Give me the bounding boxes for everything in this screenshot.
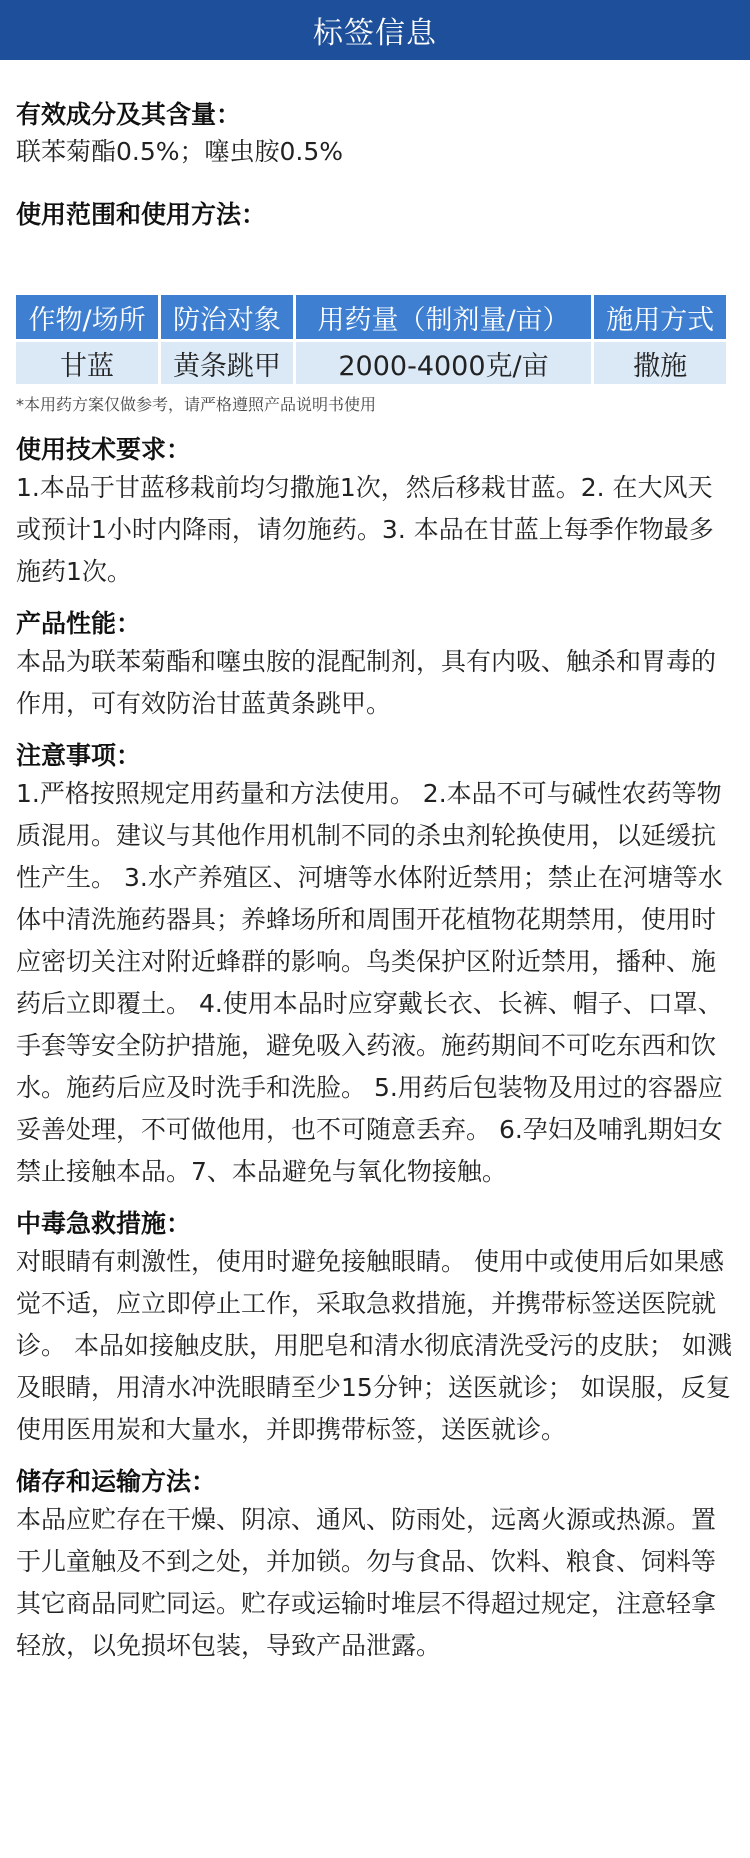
section-body: 1.本品于甘蓝移栽前均匀撒施1次，然后移栽甘蓝。2. 在大风天或预计1小时内降雨，请勿施药。3. 本品在甘蓝上每季作物最多施药1次。 xyxy=(16,473,714,586)
usage-note: *本用药方案仅做参考，请严格遵照产品说明书使用 xyxy=(16,395,377,414)
section-first-aid xyxy=(16,1193,732,1451)
table-header-row xyxy=(16,295,726,339)
column-header: 防治对象 xyxy=(161,295,293,339)
table-cell: 2000-4000克/亩 xyxy=(296,342,591,384)
section-usage xyxy=(16,172,732,417)
section-title: 使用技术要求： xyxy=(16,435,192,464)
column-header: 作物/场所 xyxy=(16,295,158,339)
section-tech-requirements xyxy=(16,417,732,593)
section-body: 对眼睛有刺激性，使用时避免接触眼睛。 使用中或使用后如果感觉不适，应立即停止工作，采取急救措施，并携带标签送医院就诊。 本品如接触皮肤，用肥皂和清水彻底清洗受污的皮肤； 如溅及眼睛，用清水冲洗眼睛至少15分钟；送医就诊； 如误服，反复使用医用炭和大量水，并即携带标签，送医就诊。 xyxy=(16,1247,732,1444)
column-header: 用药量（制剂量/亩） xyxy=(296,295,591,339)
usage-table xyxy=(13,292,729,387)
page-header xyxy=(0,0,750,60)
section-body: 本品应贮存在干燥、阴凉、通风、防雨处，远离火源或热源。置于儿童触及不到之处，并加锁。勿与食品、饮料、粮食、饲料等其它商品同贮同运。贮存或运输时堆层不得超过规定，注意轻拿轻放，以免损坏包装，导致产品泄露。 xyxy=(16,1505,717,1660)
section-title: 产品性能： xyxy=(16,609,142,638)
column-header: 施用方式 xyxy=(594,295,726,339)
section-body: 1.严格按照规定用药量和方法使用。 2.本品不可与碱性农药等物质混用。建议与其他作用机制不同的杀虫剂轮换使用，以延缓抗性产生。 3.水产养殖区、河塘等水体附近禁用；禁止在河塘等水体中清洗施药器具；养蜂场所和周围开花植物花期禁用，使用时应密切关注对附近蜂群的影响。鸟类保护区附近禁用，播种、施药后立即覆土。 4.使用本品时应穿戴长衣、长裤、帽子、口罩、手套等安全防护措施，避免吸入药液。施药期间不可吃东西和饮水。施药后应及时洗手和洗脸。 5.用药后包装物及用过的容器应妥善处理，不可做他用，也不可随意丢弃。 6.孕妇及哺乳期妇女禁止接触本品。7、本品避免与氧化物接触。 xyxy=(16,779,723,1186)
table-row xyxy=(16,342,726,384)
section-title: 有效成分及其含量： xyxy=(16,100,242,129)
section-storage xyxy=(16,1451,732,1667)
section-title: 中毒急救措施： xyxy=(16,1209,192,1238)
page-title: 标签信息 xyxy=(313,16,437,51)
section-title: 使用范围和使用方法： xyxy=(16,200,267,229)
section-title: 储存和运输方法： xyxy=(16,1467,217,1496)
table-cell: 撒施 xyxy=(594,342,726,384)
table-cell: 甘蓝 xyxy=(16,342,158,384)
section-caution xyxy=(16,725,732,1193)
section-body: 本品为联苯菊酯和噻虫胺的混配制剂，具有内吸、触杀和胃毒的作用，可有效防治甘蓝黄条跳甲。 xyxy=(16,647,717,718)
table-cell: 黄条跳甲 xyxy=(161,342,293,384)
section-performance xyxy=(16,593,732,725)
section-body: 联苯菊酯0.5%；噻虫胺0.5% xyxy=(16,137,344,166)
label-content xyxy=(0,60,750,1667)
section-ingredient xyxy=(16,60,732,172)
section-title: 注意事项： xyxy=(16,741,142,770)
usage-table-wrap xyxy=(16,292,732,387)
